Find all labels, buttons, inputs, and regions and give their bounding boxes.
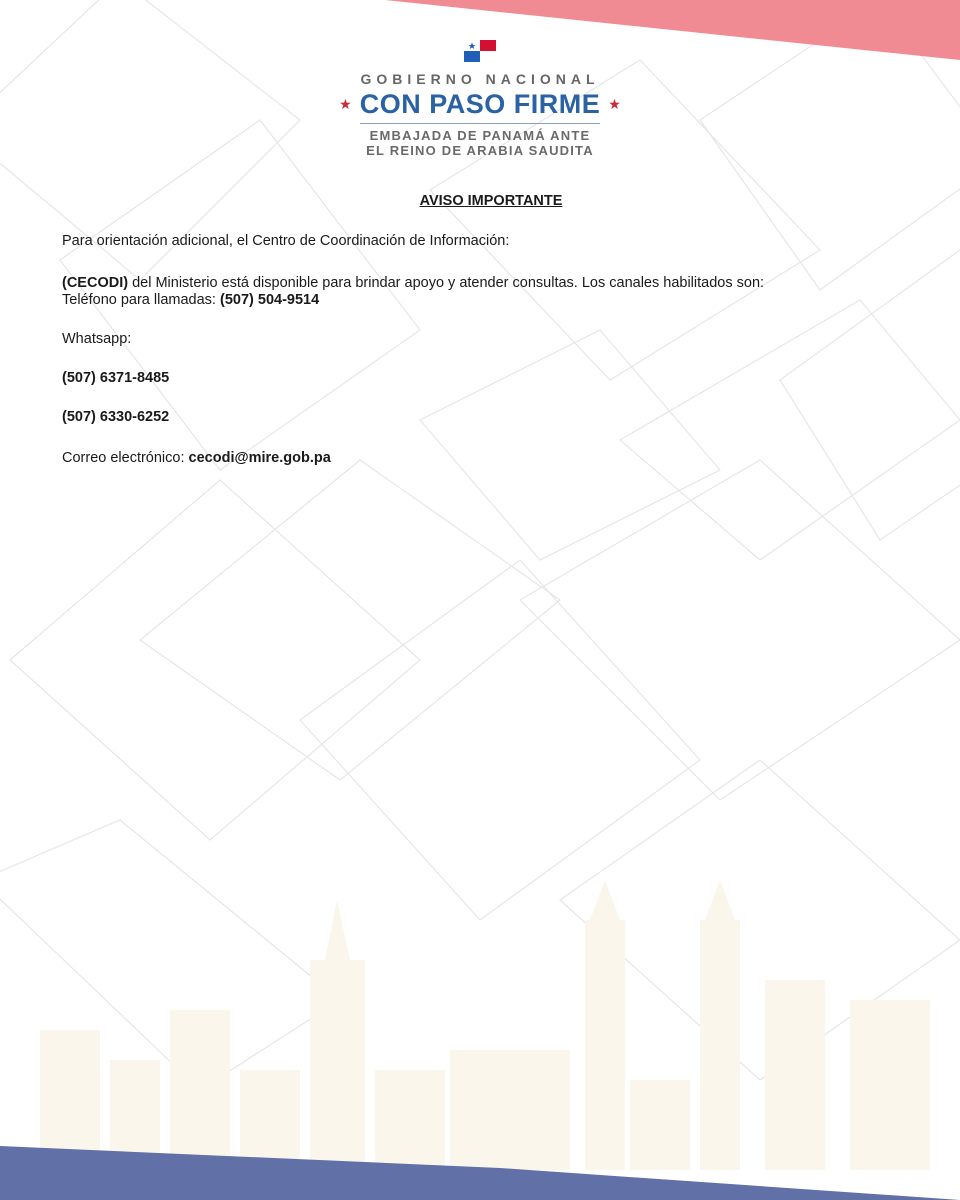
embassy-line-1: EMBAJADA DE PANAMÁ ANTE	[369, 128, 591, 143]
notice-body	[62, 192, 902, 466]
letterhead	[0, 40, 960, 158]
email-line	[62, 449, 331, 468]
cecodi-text: del Ministerio está disponible para brindar apoyo y atender consultas. Los canales habilitados son:	[128, 275, 765, 291]
cecodi-acronym: (CECODI)	[62, 275, 129, 291]
intro-text: Para orientación adicional, el Centro de Coordinación de Información:	[62, 233, 510, 249]
embassy-line-2: EL REINO DE ARABIA SAUDITA	[366, 143, 594, 158]
slogan: CON PASO FIRME	[359, 89, 601, 119]
notice-title: AVISO IMPORTANTE	[419, 193, 563, 209]
whatsapp-label: Whatsapp:	[62, 331, 132, 347]
phone-number: (507) 504-9514	[220, 292, 320, 308]
phone-label: Teléfono para llamadas:	[62, 292, 220, 308]
star-icon: ★	[608, 96, 621, 112]
government-label: GOBIERNO NACIONAL	[360, 71, 600, 87]
email-address: cecodi@mire.gob.pa	[188, 450, 331, 466]
star-icon: ★	[339, 96, 352, 112]
phone-line	[62, 291, 319, 310]
divider	[360, 123, 600, 124]
whatsapp-number: (507) 6371-8485	[62, 370, 170, 386]
email-label: Correo electrónico:	[62, 450, 189, 466]
panama-flag-icon	[464, 40, 496, 62]
whatsapp-number: (507) 6330-6252	[62, 409, 170, 425]
